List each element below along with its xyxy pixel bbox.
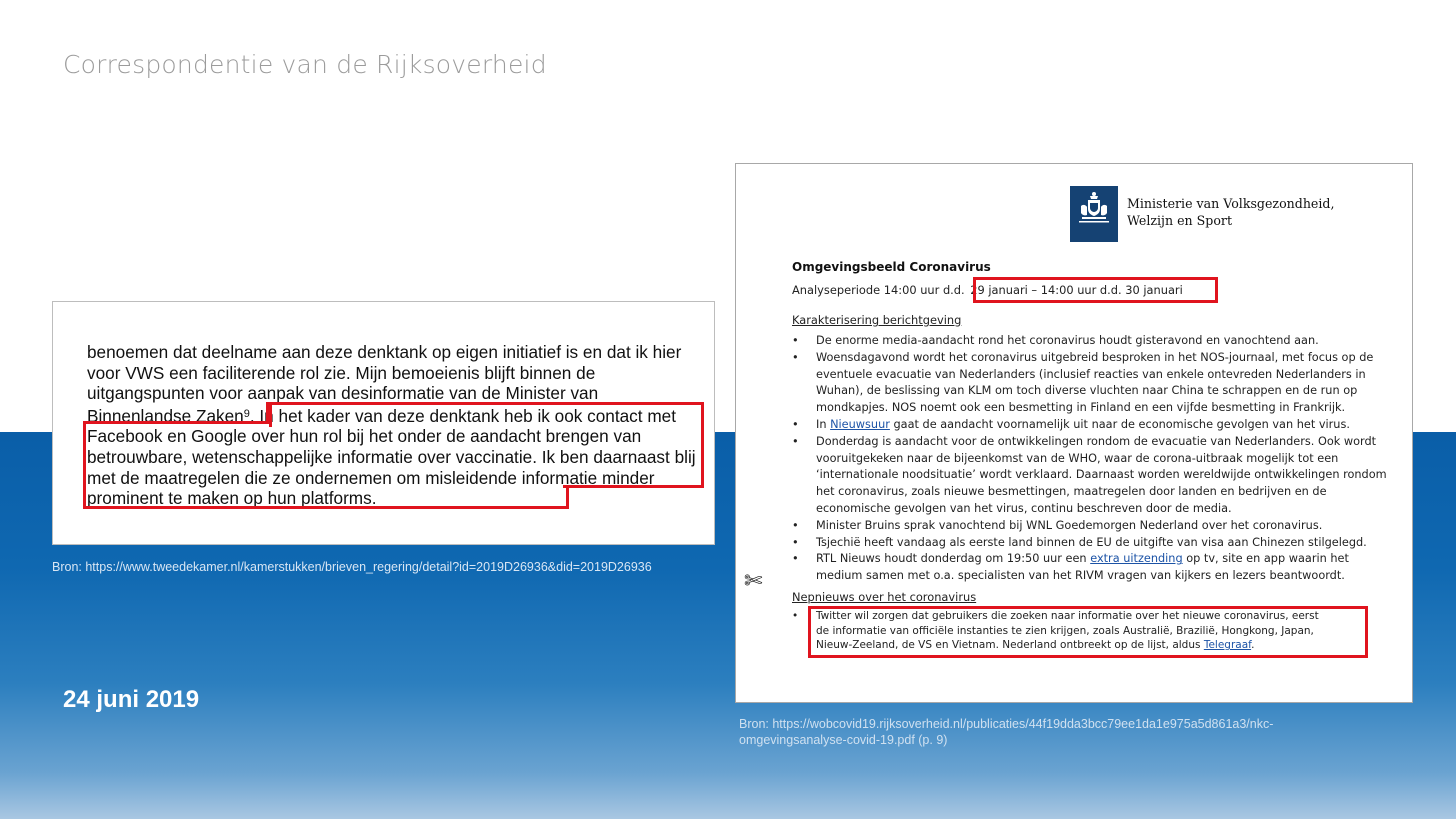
letter-excerpt	[52, 301, 715, 545]
ministry-line-2: Welzijn en Sport	[1127, 213, 1232, 228]
list-item: • Donderdag is aandacht voor de ontwikkelingen rondom de evacuatie van Nederlanders. Ook wordt vooruitgekeken naar de bijeenkomst van de WHO, waar de corona-uitbraak mogelijk tot een ‘internationale noodsituatie’ wordt verklaard. Daarnaast worden wereldwijde ontwikkelingen rondom het coronavirus, zoals nieuwe besmettingen, maatregelen door landen en bedrijven en de economische gevolgen van het virus, continu beschreven door de media.	[792, 434, 1392, 518]
news-bullet-list	[792, 333, 1392, 585]
nieuwsuur-link[interactable]: Nieuwsuur	[830, 417, 890, 431]
section-heading-fake-news: Nepnieuws over het coronavirus	[792, 590, 977, 604]
letter-text-highlighted: In het kader van deze denktank heb ik ook contact met Facebook en Google over hun rol bij het onder de aandacht brengen van betrouwbare, wetenschappelijke informatie over vaccinatie. Ik ben daarnaast blij met de maatregelen die ze ondernemen om misleidende informatie minder prominent te maken op hun platforms.	[87, 405, 696, 509]
telegraaf-link[interactable]: Telegraaf	[1203, 639, 1252, 652]
highlight-box-lower	[83, 488, 569, 509]
section-heading-characterisation: Karakterisering berichtgeving	[792, 313, 962, 327]
scissors-icon: ✄	[744, 569, 763, 594]
source-right: Bron: https://wobcovid19.rijksoverheid.nl/publicaties/44f19dda3bcc79ee1da1e975a5d861a3/nkc-omgevingsanalyse-covid-19.pdf (p. 9)	[739, 717, 1274, 747]
ministry-name	[1127, 195, 1334, 229]
list-item: • Tsjechië heeft vandaag als eerste land binnen de EU de uitgifte van visa aan Chinezen stilgelegd.	[792, 535, 1392, 552]
footnote-marker: 9	[243, 407, 250, 420]
letter-period: .	[249, 405, 255, 426]
date-label: 24 juni 2019	[63, 686, 200, 713]
rijksoverheid-logo	[1070, 186, 1118, 242]
list-item: • Woensdagavond wordt het coronavirus uitgebreid besproken in het NOS-journaal, met focus op de eventuele evacuatie van Nederlanders (inclusief reacties van enkele ontevreden Nederlanders in Wuhan), de beslissing van KLM om toch diverse vluchten naar China te schrappen en de run op mondkapjes. NOS noemt ook een besmetting in Finland en een vijfde besmetting in Frankrijk.	[792, 350, 1392, 417]
list-item-text: In	[816, 417, 827, 431]
list-item-text: gaat de aandacht voornamelijk uit naar de economische gevolgen van het virus.	[893, 417, 1350, 431]
highlight-date-range	[973, 277, 1218, 303]
list-item-text: op tv, site en app waarin het medium samen met o.a. specialisten van het RIVM vragen van kijkers en lezers beantwoordt.	[816, 552, 1349, 583]
ministry-line-1: Ministerie van Volksgezondheid,	[1127, 196, 1335, 211]
list-item	[792, 417, 1392, 434]
document-title: Omgevingsbeeld Coronavirus	[792, 260, 991, 274]
highlight-fake-news	[808, 606, 1368, 658]
analysis-prefix: Analyseperiode 14:00 uur d.d.	[792, 283, 965, 297]
highlight-box-step	[563, 485, 701, 488]
source-left: Bron: https://www.tweedekamer.nl/kamerstukken/brieven_regering/detail?id=2019D26936&did=2019D26936	[52, 560, 652, 574]
letter-text-pre: benoemen dat deelname aan deze denktank op eigen initiatief is en dat ik hier voor VWS een faciliterende rol zie. Mijn bemoeienis blijft binnen de uitgangspunten voor aanpak van desinformatie van de Minister van Binnenlandse Zaken	[87, 342, 682, 426]
coat-of-arms-icon	[1070, 186, 1118, 242]
extra-uitzending-link[interactable]: extra uitzending	[1090, 552, 1183, 566]
slide-title: Correspondentie van de Rijksoverheid	[63, 50, 547, 79]
list-item-end: .	[1251, 639, 1255, 652]
highlight-box-notch-side	[266, 402, 269, 424]
list-item	[792, 551, 1392, 585]
analysis-range: 29 januari – 14:00 uur d.d. 30 januari	[970, 283, 1183, 297]
list-item-text: RTL Nieuws houdt donderdag om 19:50 uur een	[816, 552, 1087, 566]
highlight-box-notch	[83, 421, 272, 424]
list-item: • Minister Bruins sprak vanochtend bij WNL Goedemorgen Nederland over het coronavirus.	[792, 518, 1392, 535]
document-page	[735, 163, 1413, 703]
highlight-box-main	[83, 423, 704, 488]
list-item: • De enorme media-aandacht rond het coronavirus houdt gisteravond en vanochtend aan.	[792, 333, 1392, 350]
list-item-text: Twitter wil zorgen dat gebruikers die zoeken naar informatie over het nieuwe coronavirus, eerst de informatie van officiële instanties te zien krijgen, zoals Australië, Brazilië, Hongkong, Japan, Nieuw-Zeeland, de VS en Vietnam. Nederland ontbreekt op de lijst, aldus	[816, 610, 1319, 652]
